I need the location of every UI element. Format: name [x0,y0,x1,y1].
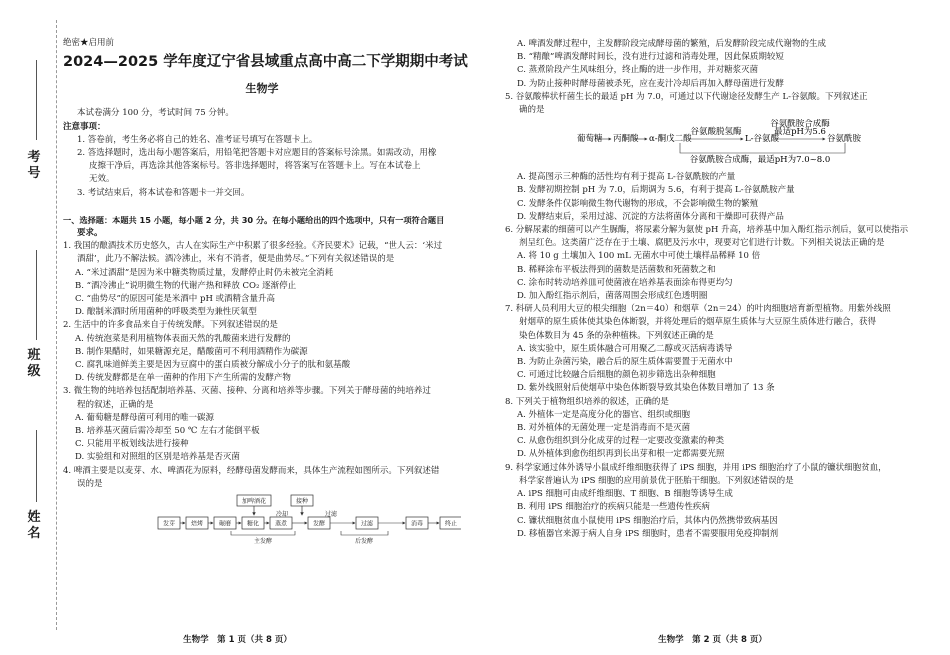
option: C. 镰状细胞贫血小鼠使用 iPS 细胞治疗后，其体内仍然携带致病基因 [517,515,778,526]
option: B. 培养基灭菌后需冷却至 50 ℃ 左右才能倒平板 [75,426,260,437]
question-list [505,171,925,541]
flow-step-label: 糖化 [246,520,260,528]
enzyme-label: 谷氨酰胺合成酶 [770,119,830,130]
section-heading-cont: 要求。 [77,228,103,239]
exam-no-line [36,60,37,140]
note-item: 3. 考试结束后，将本试卷和答题卡一并交回。 [77,187,250,198]
option: C. 涂布时转动培养皿可使菌液在培养基表面涂布得更均匀 [517,277,733,288]
binding-margin [0,0,70,655]
option: D. 为防止接种时酵母菌被杀死，应在麦汁冷却后再加入酵母菌进行发酵 [517,78,784,89]
enzyme-label: 谷氨酰胺合成酶，最适pH为7.0~8.0 [689,155,831,166]
option: A. 外植体一定是高度分化的器官、组织或细胞 [517,409,691,420]
flow-step-label: 焙烤 [190,520,204,528]
option: A. 传统泡菜是利用植物体表面天然的乳酸菌来进行发酵的 [75,333,291,344]
option: D. 传统发酵都是在单一菌种的作用下产生所需的发酵产物 [75,373,291,384]
pathway-node: 丙酮酸 [613,134,639,145]
option: B. 利用 iPS 细胞治疗的疾病只能是一些遗传性疾病 [517,502,710,513]
option: D. 发酵结束后，采用过滤、沉淀的方法将菌体分离和干燥即可获得产品 [517,211,784,222]
name-label: 姓名 [27,510,41,541]
secret-mark: 绝密★启用前 [63,38,115,48]
note-item: 无效。 [89,174,115,185]
question-line: 1. 我国的酿酒技术历史悠久，古人在实际生产中积累了很多经验。《齐民要术》记载，“世人云：‘米过 [63,241,443,252]
exam-no-label: 考号 [27,150,41,181]
flow-step-label: 碾磨 [218,520,232,528]
question-line: 染色体数目为 45 条的杂种植株。下列叙述正确的是 [519,330,714,341]
question-line: 科学家普遍认为 iPS 细胞的应用前景优于胚胎干细胞。下列叙述错误的是 [519,475,794,486]
option: C. 只能用平板划线法进行接种 [75,439,189,450]
flow-step-label: 蒸煮 [274,520,288,528]
beer-flow-svg [63,493,461,551]
enzyme-label: 谷氨酸脱氢酶 [690,127,742,138]
intro-text: 本试卷满分 100 分，考试时间 75 分钟。 [77,108,234,119]
question-line: 酒甜’，此乃不解法候。酒冷沸止，米有不消者，便是曲势尽。”下列有关叙述错误的是 [77,254,395,265]
option: A. 将 10 g 土壤加入 100 mL 无菌水中可使土壤样品稀释 10 倍 [517,251,761,262]
question-line: 6. 分解尿素的细菌可以产生脲酶，将尿素分解为氨使 pH 升高，培养基中加入酚红指示剂后，氨可以使指示 [505,225,909,236]
flow-top-label: 接种 [295,498,309,506]
option: B. 对外植体的无菌处理一定是消毒而不是灭菌 [517,423,691,434]
option: B. 发酵初期控制 pH 为 7.0，后期调为 5.6，有利于提高 L-谷氨酰胺产量 [517,185,795,196]
option: A. 葡萄糖是酵母菌可利用的唯一碳源 [75,412,215,423]
flow-step-label: 过滤 [360,520,374,528]
option: A. 提高图示三种酶的活性均有利于提高 L-谷氨酰胺的产量 [517,172,736,183]
option: C. 从愈伤组织到分化成芽的过程一定要改变激素的种类 [517,436,725,447]
question-line: 射烟草的原生质体使其染色体断裂，并将处理后的烟草原生质体与大豆原生质体进行融合，获得 [519,317,877,328]
name-line [36,430,37,502]
question-line: 2. 生活中的许多食品来自于传统发酵。下列叙述错误的是 [63,320,278,331]
question-line: 确的是 [519,105,545,116]
flow-top-label: 加啤酒花 [241,498,267,506]
question-line: 误的是 [77,478,103,489]
page-footer: 生物学 第 1 页（共 8 页） [183,635,292,645]
option: C. 发酵条件仅影响微生物代谢物的形成，不会影响微生物的繁殖 [517,198,759,209]
pathway-node: 谷氨酰胺 [827,134,862,145]
option: A. 啤酒发酵过程中，主发酵阶段完成酵母菌的繁殖，后发酵阶段完成代谢物的生成 [517,39,827,49]
glutamate-pathway-svg [505,119,925,169]
option: B. “精酿”啤酒发酵时间长，没有进行过滤和消毒处理，因此保质期较短 [517,52,784,63]
pathway-node: 葡萄糖 [577,134,603,145]
option: D. 紫外线照射后使烟草中染色体断裂导致其染色体数目增加了 13 条 [517,383,775,394]
flow-bottom-label: 后发酵 [354,538,374,546]
option: D. 从外植体到愈伤组织再到长出芽和根一定都需要光照 [517,449,725,460]
question-line: 7. 科研人员利用大豆的根尖细胞（2n＝40）和烟草（2n＝24）的叶肉细胞培育新型植物。用紫外线照 [505,304,891,315]
pathway-node: α-酮戊二酸 [649,134,692,145]
option: B. 为防止杂菌污染，融合后的原生质体需要置于无菌水中 [517,357,733,368]
flow-step-label: 终止 [444,520,458,528]
left-column [63,0,468,553]
option: D. 酿制米酒时所用菌种的呼吸类型为兼性厌氧型 [75,307,257,318]
enzyme-label: 最适pH为5.6 [774,127,826,138]
class-line [36,250,37,340]
option: B. “酒冷沸止”说明微生物的代谢产热和释放 CO₂ 逐渐停止 [75,280,297,291]
pathway-node: L-谷氨酸 [745,134,780,145]
option: A. 该实验中，原生质体融合可用聚乙二醇或灭活病毒诱导 [517,343,733,354]
option: C. 蒸煮阶段产生风味组分，终止酶的进一步作用，并对糖浆灭菌 [517,65,759,76]
question-line: 8. 下列关于植物组织培养的叙述，正确的是 [505,396,669,407]
flow-step-label: 发酵 [312,520,326,528]
option: D. 移植器官来源于病人自身 iPS 细胞时，患者不需要服用免疫抑制剂 [517,528,779,539]
subject-title: 生物学 [245,82,279,96]
option: C. 可通过比较融合后细胞的颜色初步筛选出杂种细胞 [517,370,716,381]
option: A. “米过酒甜”是因为米中糖类物质过量，发酵停止时仍未被完全消耗 [75,267,334,278]
page-footer: 生物学 第 2 页（共 8 页） [658,635,767,645]
glutamate-pathway-diagram [505,119,925,169]
question-line: 9. 科学家通过体外诱导小鼠成纤维细胞获得了 iPS 细胞，并用 iPS 细胞治疗了小鼠的镰状细胞贫血， [505,462,887,473]
note-item: 皮擦干净后，再选涂其他答案标号。答非选择题时，将答案写在答题卡上。写在本试卷上 [89,161,421,172]
option: D. 加入酚红指示剂后，菌落周围会形成红色透明圈 [517,291,708,302]
option: B. 稀释涂布平板法得到的菌数是活菌数和死菌数之和 [517,264,716,275]
notes-title: 注意事项： [63,121,106,132]
flow-step-label: 发芽 [162,520,176,528]
option: D. 实验组和对照组的区别是培养基是否灭菌 [75,452,240,463]
option: C. 腐乳味道鲜美主要是因为豆腐中的蛋白质被分解成小分子的肽和氨基酸 [75,360,351,371]
question-line: 5. 谷氨酸棒状杆菌生长的最适 pH 为 7.0，可通过以下代谢途径发酵生产 L-谷氨酸。下列叙述正 [505,91,868,102]
option: B. 制作果醋时，如果糖源充足，醋酸菌可不利用酒精作为碳源 [75,346,308,357]
option: A. iPS 细胞可由成纤维细胞、T 细胞、B 细胞等诱导生成 [517,489,733,500]
question-line: 程的叙述，正确的是 [77,399,154,410]
right-column [505,38,925,541]
question-line: 4. 啤酒主要是以麦芽、水、啤酒花为原料，经酵母菌发酵而来，具体生产流程如图所示。下列叙述错 [63,465,440,476]
beer-flow-diagram [63,493,461,551]
note-item: 2. 答选择题时，选出每小题答案后，用铅笔把答题卡对应题目的答案标号涂黑。如需改动，用橡 [77,148,437,159]
flow-bottom-label: 主发酵 [253,538,273,546]
section-heading: 一、选择题：本题共 15 小题，每小题 2 分，共 30 分。在每小题给出的四个选项中，只有一项符合题目 [63,214,445,225]
option: C. “曲势尽”的原因可能是米酒中 pH 或酒精含量升高 [75,294,276,305]
question-line: 剂呈红色。这类菌广泛存在于土壤、腐肥及污水中，现要对它们进行计数。下列相关说法正确的是 [519,238,885,249]
note-item: 1. 答卷前，考生务必将自己的姓名、准考证号填写在答题卡上。 [77,134,318,145]
flow-small-label: 过滤 [324,511,338,519]
page-2 [475,0,950,655]
exam-title: 2024—2025 学年度辽宁省县域重点高中高二下学期期中考试 [63,54,468,71]
question-line: 3. 微生物的纯培养包括配制培养基、灭菌、接种、分离和培养等步骤。下列关于酵母菌的纯培养过 [63,386,431,397]
cut-line [56,20,57,630]
class-label: 班级 [27,348,41,379]
flow-step-label: 消毒 [410,520,424,528]
flow-small-label: 冷却 [275,511,289,519]
